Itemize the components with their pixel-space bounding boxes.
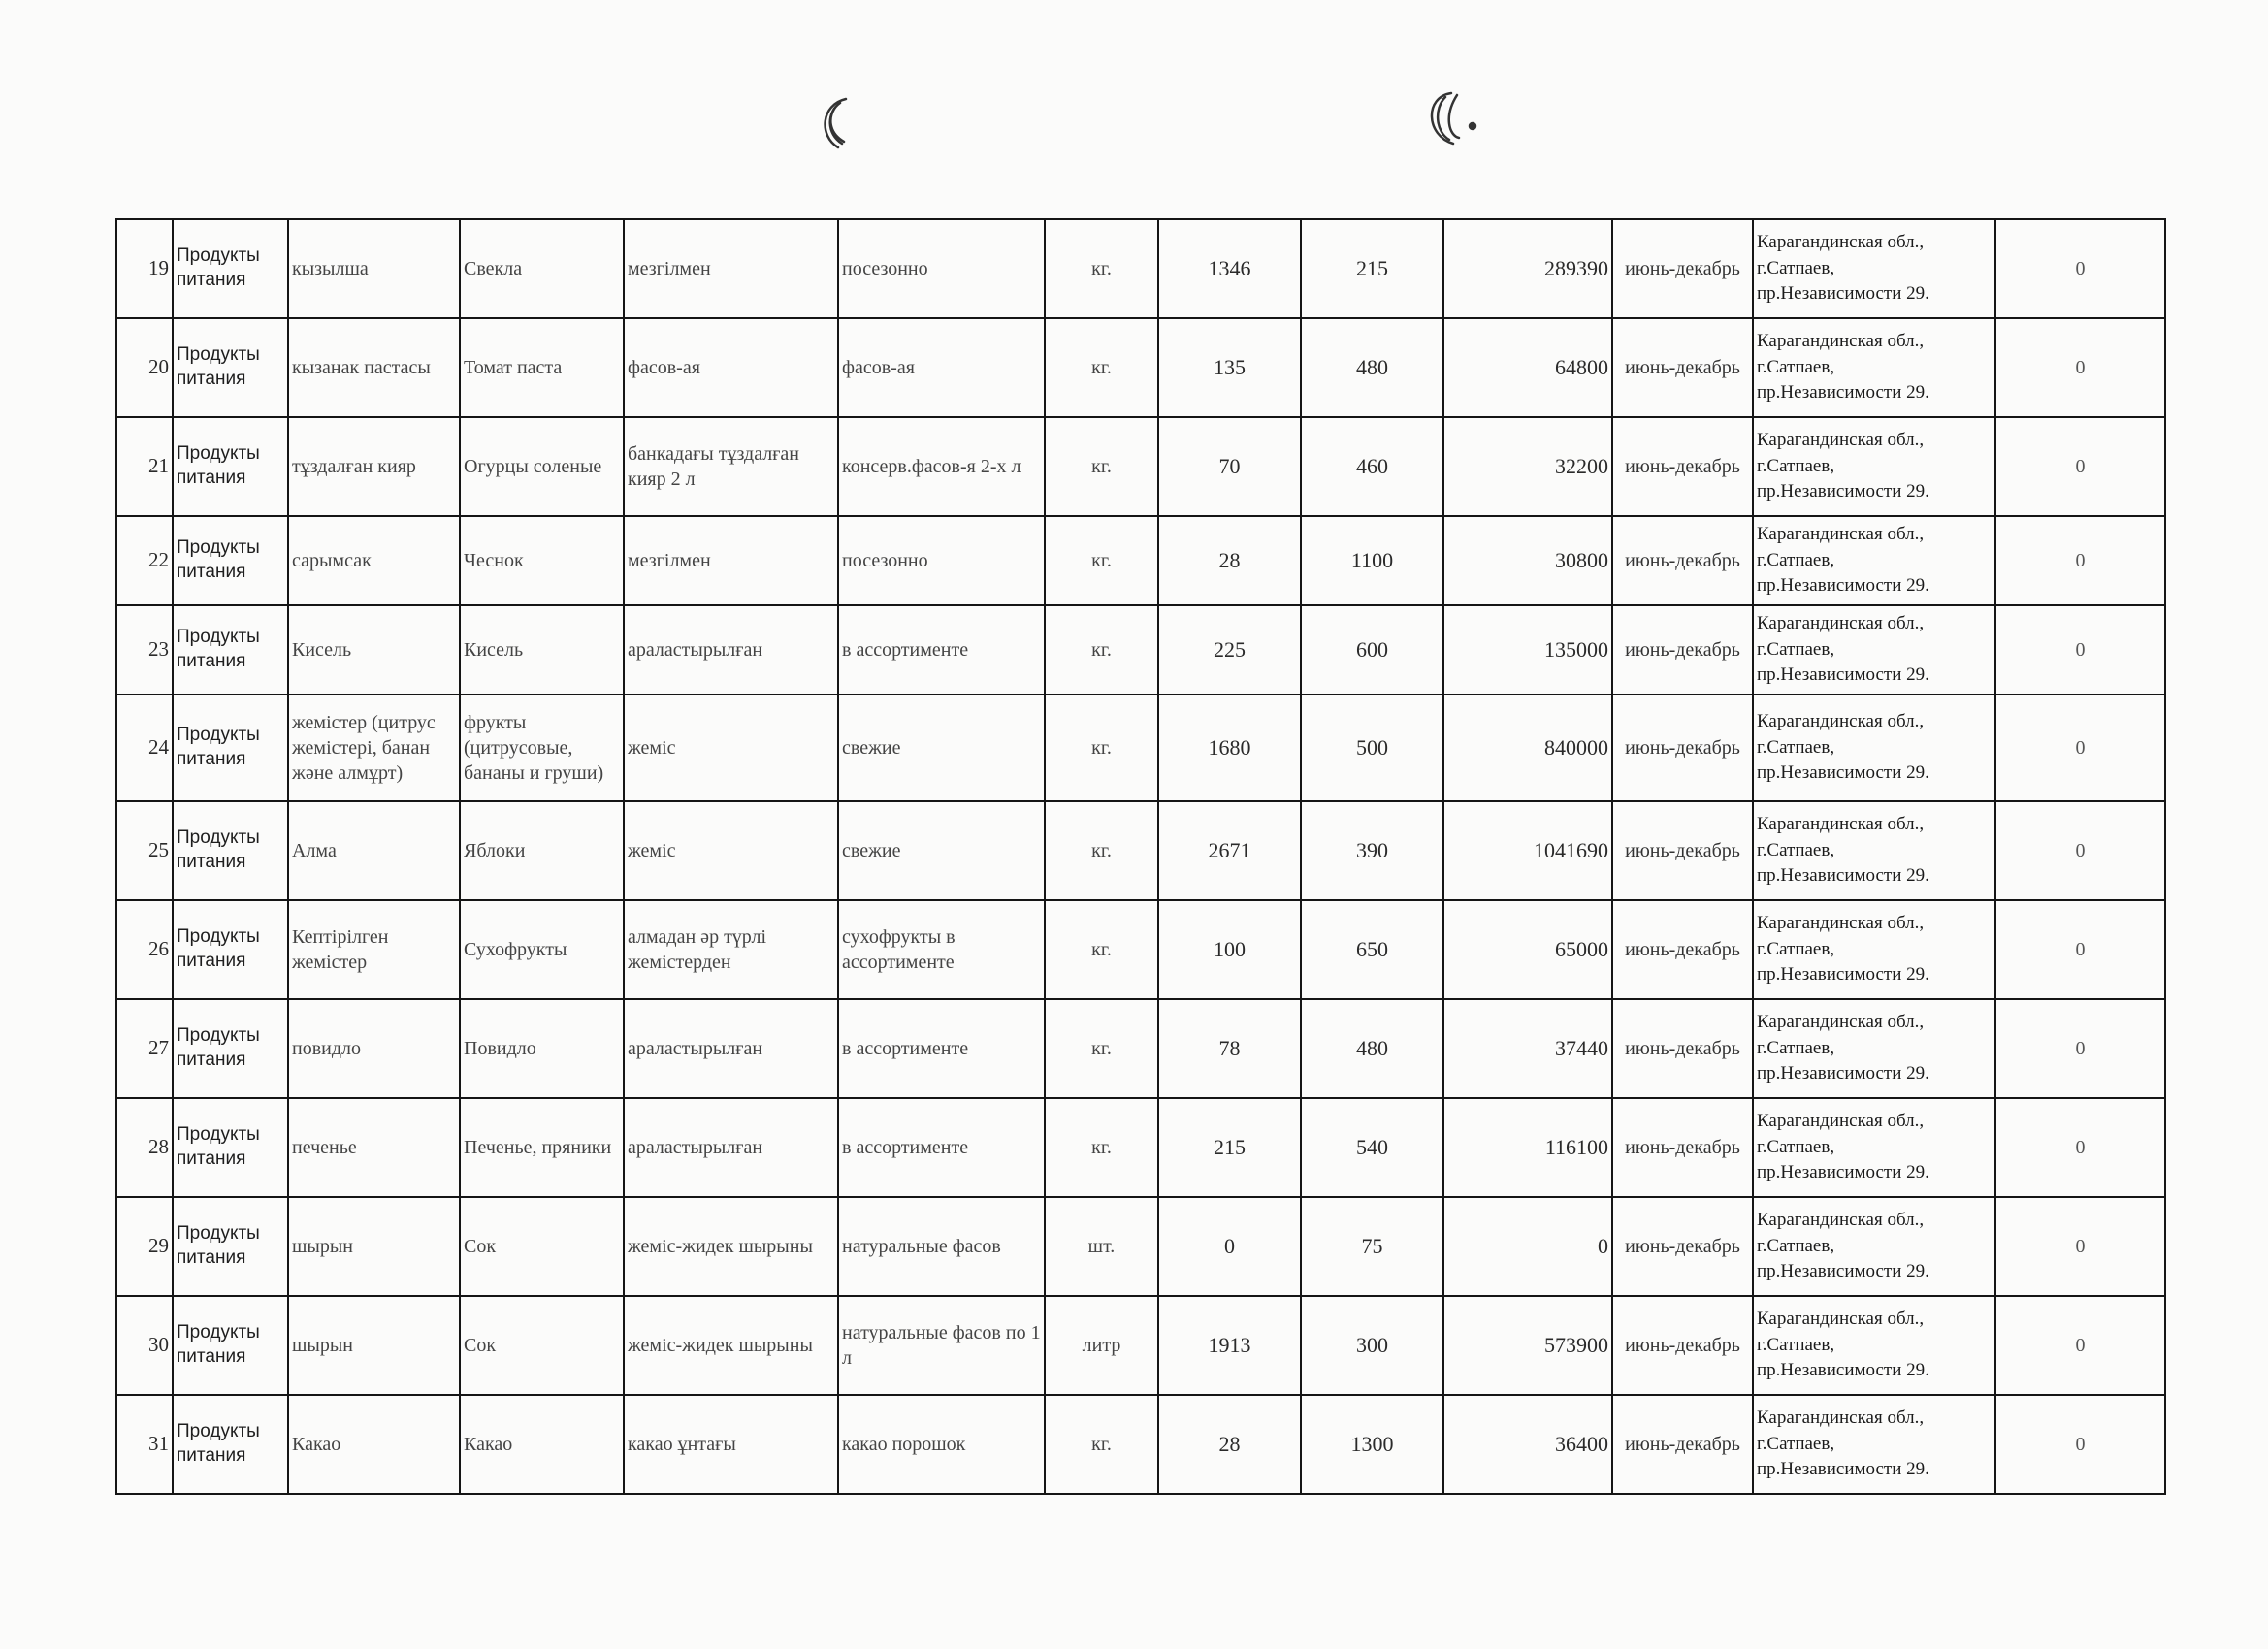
delivery-address-cell: [1753, 900, 1995, 999]
table-row: [116, 695, 2165, 801]
delivery-address-cell: [1753, 516, 1995, 605]
address-region: Карагандинская обл.,: [1757, 1111, 1925, 1132]
delivery-period-cell: июнь-декабрь: [1612, 516, 1753, 605]
name-ru-cell: Кисель: [460, 605, 624, 695]
address-region: Карагандинская обл.,: [1757, 1309, 1925, 1330]
advance-cell: 0: [1995, 1197, 2165, 1296]
description-ru-cell: натуральные фасов: [838, 1197, 1045, 1296]
description-ru-cell: натуральные фасов по 1 л: [838, 1296, 1045, 1395]
description-ru-cell: фасов-ая: [838, 318, 1045, 417]
unit-cell: кг.: [1045, 801, 1158, 900]
row-number: 28: [116, 1098, 173, 1197]
address-region: Карагандинская обл.,: [1757, 1012, 1925, 1033]
name-ru-cell: Сок: [460, 1296, 624, 1395]
unit-cell: кг.: [1045, 999, 1158, 1098]
name-ru-cell: Какао: [460, 1395, 624, 1494]
description-ru-cell: какао порошок: [838, 1395, 1045, 1494]
quantity-cell: 2671: [1158, 801, 1301, 900]
category-cell: Продукты питания: [173, 695, 288, 801]
unit-cell: шт.: [1045, 1197, 1158, 1296]
delivery-address-cell: [1753, 1197, 1995, 1296]
row-number: 21: [116, 417, 173, 516]
address-city: г.Сатпаев,: [1757, 257, 1835, 278]
category-cell: Продукты питания: [173, 516, 288, 605]
quantity-cell: 1346: [1158, 219, 1301, 318]
procurement-table: [115, 218, 2166, 1495]
address-region: Карагандинская обл.,: [1757, 331, 1925, 352]
name-ru-cell: Чеснок: [460, 516, 624, 605]
address-city: г.Сатпаев,: [1757, 1136, 1835, 1157]
row-number: 23: [116, 605, 173, 695]
delivery-address-cell: [1753, 605, 1995, 695]
advance-cell: 0: [1995, 1296, 2165, 1395]
table-row: [116, 605, 2165, 695]
row-number: 25: [116, 801, 173, 900]
description-ru-cell: консерв.фасов-я 2-х л: [838, 417, 1045, 516]
delivery-address-cell: [1753, 318, 1995, 417]
name-ru-cell: Повидло: [460, 999, 624, 1098]
price-cell: 600: [1301, 605, 1443, 695]
row-number: 30: [116, 1296, 173, 1395]
unit-cell: кг.: [1045, 417, 1158, 516]
table-row: [116, 516, 2165, 605]
address-street: пр.Независимости 29.: [1757, 865, 1929, 887]
price-cell: 500: [1301, 695, 1443, 801]
address-street: пр.Независимости 29.: [1757, 283, 1929, 305]
advance-cell: 0: [1995, 695, 2165, 801]
price-cell: 1100: [1301, 516, 1443, 605]
category-cell: Продукты питания: [173, 1197, 288, 1296]
advance-cell: 0: [1995, 219, 2165, 318]
name-ru-cell: Томат паста: [460, 318, 624, 417]
delivery-period-cell: июнь-декабрь: [1612, 801, 1753, 900]
table-row: [116, 999, 2165, 1098]
price-cell: 1300: [1301, 1395, 1443, 1494]
delivery-period-cell: июнь-декабрь: [1612, 605, 1753, 695]
row-number: 31: [116, 1395, 173, 1494]
address-region: Карагандинская обл.,: [1757, 430, 1925, 451]
delivery-address-cell: [1753, 1296, 1995, 1395]
category-cell: Продукты питания: [173, 318, 288, 417]
name-ru-cell: Сухофрукты: [460, 900, 624, 999]
description-ru-cell: в ассортименте: [838, 605, 1045, 695]
advance-cell: 0: [1995, 999, 2165, 1098]
unit-cell: кг.: [1045, 900, 1158, 999]
address-street: пр.Независимости 29.: [1757, 762, 1929, 784]
advance-cell: 0: [1995, 900, 2165, 999]
row-number: 29: [116, 1197, 173, 1296]
name-kz-cell: шырын: [288, 1296, 460, 1395]
address-city: г.Сатпаев,: [1757, 638, 1835, 660]
description-kz-cell: араластырылған: [624, 605, 838, 695]
description-kz-cell: какао ұнтағы: [624, 1395, 838, 1494]
delivery-period-cell: июнь-декабрь: [1612, 417, 1753, 516]
sum-cell: 30800: [1443, 516, 1612, 605]
address-city: г.Сатпаев,: [1757, 455, 1835, 476]
address-city: г.Сатпаев,: [1757, 938, 1835, 959]
address-street: пр.Независимости 29.: [1757, 964, 1929, 986]
address-region: Карагандинская обл.,: [1757, 232, 1925, 253]
description-kz-cell: алмадан әр түрлі жемістерден: [624, 900, 838, 999]
delivery-period-cell: июнь-декабрь: [1612, 1197, 1753, 1296]
delivery-address-cell: [1753, 1395, 1995, 1494]
unit-cell: кг.: [1045, 1395, 1158, 1494]
description-kz-cell: мезгілмен: [624, 219, 838, 318]
category-cell: Продукты питания: [173, 900, 288, 999]
name-kz-cell: сарымсак: [288, 516, 460, 605]
description-ru-cell: в ассортименте: [838, 999, 1045, 1098]
address-street: пр.Независимости 29.: [1757, 1459, 1929, 1480]
quantity-cell: 0: [1158, 1197, 1301, 1296]
unit-cell: кг.: [1045, 695, 1158, 801]
address-city: г.Сатпаев,: [1757, 839, 1835, 860]
delivery-period-cell: июнь-декабрь: [1612, 219, 1753, 318]
category-cell: Продукты питания: [173, 999, 288, 1098]
name-kz-cell: печенье: [288, 1098, 460, 1197]
name-kz-cell: Кептірілген жемістер: [288, 900, 460, 999]
unit-cell: кг.: [1045, 605, 1158, 695]
address-street: пр.Независимости 29.: [1757, 575, 1929, 597]
unit-cell: кг.: [1045, 318, 1158, 417]
address-street: пр.Независимости 29.: [1757, 1063, 1929, 1084]
advance-cell: 0: [1995, 516, 2165, 605]
description-kz-cell: жеміс-жидек шырыны: [624, 1296, 838, 1395]
delivery-address-cell: [1753, 999, 1995, 1098]
quantity-cell: 28: [1158, 516, 1301, 605]
table-row: [116, 1197, 2165, 1296]
delivery-address-cell: [1753, 801, 1995, 900]
quantity-cell: 78: [1158, 999, 1301, 1098]
delivery-address-cell: [1753, 219, 1995, 318]
address-street: пр.Независимости 29.: [1757, 1261, 1929, 1282]
advance-cell: 0: [1995, 801, 2165, 900]
sum-cell: 36400: [1443, 1395, 1612, 1494]
category-cell: Продукты питания: [173, 417, 288, 516]
row-number: 26: [116, 900, 173, 999]
table-row: [116, 801, 2165, 900]
name-kz-cell: Алма: [288, 801, 460, 900]
description-ru-cell: свежие: [838, 695, 1045, 801]
delivery-address-cell: [1753, 417, 1995, 516]
table-row: [116, 318, 2165, 417]
name-ru-cell: Печенье, пряники: [460, 1098, 624, 1197]
delivery-period-cell: июнь-декабрь: [1612, 1296, 1753, 1395]
handwritten-marks: [0, 0, 2268, 194]
sum-cell: 116100: [1443, 1098, 1612, 1197]
address-city: г.Сатпаев,: [1757, 1334, 1835, 1355]
description-kz-cell: араластырылған: [624, 999, 838, 1098]
address-city: г.Сатпаев,: [1757, 1037, 1835, 1058]
table-row: [116, 417, 2165, 516]
description-kz-cell: жеміс-жидек шырыны: [624, 1197, 838, 1296]
address-street: пр.Независимости 29.: [1757, 664, 1929, 686]
address-city: г.Сатпаев,: [1757, 356, 1835, 377]
sum-cell: 64800: [1443, 318, 1612, 417]
description-kz-cell: жеміс: [624, 801, 838, 900]
address-region: Карагандинская обл.,: [1757, 613, 1925, 634]
address-region: Карагандинская обл.,: [1757, 711, 1925, 732]
address-city: г.Сатпаев,: [1757, 1433, 1835, 1454]
address-street: пр.Независимости 29.: [1757, 481, 1929, 502]
name-ru-cell: Огурцы соленые: [460, 417, 624, 516]
delivery-address-cell: [1753, 1098, 1995, 1197]
address-city: г.Сатпаев,: [1757, 549, 1835, 570]
delivery-address-cell: [1753, 695, 1995, 801]
address-street: пр.Независимости 29.: [1757, 1360, 1929, 1381]
delivery-period-cell: июнь-декабрь: [1612, 1098, 1753, 1197]
name-ru-cell: Свекла: [460, 219, 624, 318]
category-cell: Продукты питания: [173, 801, 288, 900]
quantity-cell: 135: [1158, 318, 1301, 417]
unit-cell: литр: [1045, 1296, 1158, 1395]
table-row: [116, 1098, 2165, 1197]
advance-cell: 0: [1995, 605, 2165, 695]
description-kz-cell: фасов-ая: [624, 318, 838, 417]
address-region: Карагандинская обл.,: [1757, 524, 1925, 545]
description-ru-cell: в ассортименте: [838, 1098, 1045, 1197]
price-cell: 75: [1301, 1197, 1443, 1296]
address-street: пр.Независимости 29.: [1757, 382, 1929, 404]
category-cell: Продукты питания: [173, 219, 288, 318]
row-number: 20: [116, 318, 173, 417]
name-kz-cell: кызанак пастасы: [288, 318, 460, 417]
sum-cell: 1041690: [1443, 801, 1612, 900]
delivery-period-cell: июнь-декабрь: [1612, 999, 1753, 1098]
address-region: Карагандинская обл.,: [1757, 1407, 1925, 1429]
address-street: пр.Независимости 29.: [1757, 1162, 1929, 1183]
sum-cell: 0: [1443, 1197, 1612, 1296]
price-cell: 480: [1301, 318, 1443, 417]
row-number: 27: [116, 999, 173, 1098]
quantity-cell: 100: [1158, 900, 1301, 999]
table-row: [116, 219, 2165, 318]
sum-cell: 289390: [1443, 219, 1612, 318]
delivery-period-cell: июнь-декабрь: [1612, 900, 1753, 999]
table-row: [116, 1296, 2165, 1395]
address-city: г.Сатпаев,: [1757, 1235, 1835, 1256]
description-ru-cell: свежие: [838, 801, 1045, 900]
quantity-cell: 1680: [1158, 695, 1301, 801]
address-region: Карагандинская обл.,: [1757, 913, 1925, 934]
description-kz-cell: жеміс: [624, 695, 838, 801]
category-cell: Продукты питания: [173, 1098, 288, 1197]
quantity-cell: 28: [1158, 1395, 1301, 1494]
quantity-cell: 215: [1158, 1098, 1301, 1197]
name-kz-cell: кызылша: [288, 219, 460, 318]
unit-cell: кг.: [1045, 516, 1158, 605]
name-kz-cell: жемістер (цитрус жемістері, банан және алмұрт): [288, 695, 460, 801]
advance-cell: 0: [1995, 318, 2165, 417]
category-cell: Продукты питания: [173, 1395, 288, 1494]
table-row: [116, 1395, 2165, 1494]
row-number: 22: [116, 516, 173, 605]
quantity-cell: 225: [1158, 605, 1301, 695]
description-ru-cell: сухофрукты в ассортименте: [838, 900, 1045, 999]
address-city: г.Сатпаев,: [1757, 736, 1835, 758]
price-cell: 215: [1301, 219, 1443, 318]
name-ru-cell: Яблоки: [460, 801, 624, 900]
price-cell: 390: [1301, 801, 1443, 900]
description-kz-cell: араластырылған: [624, 1098, 838, 1197]
description-kz-cell: банкадағы тұздалған кияр 2 л: [624, 417, 838, 516]
unit-cell: кг.: [1045, 219, 1158, 318]
advance-cell: 0: [1995, 417, 2165, 516]
sum-cell: 135000: [1443, 605, 1612, 695]
name-kz-cell: Какао: [288, 1395, 460, 1494]
sum-cell: 65000: [1443, 900, 1612, 999]
category-cell: Продукты питания: [173, 605, 288, 695]
description-kz-cell: мезгілмен: [624, 516, 838, 605]
sum-cell: 573900: [1443, 1296, 1612, 1395]
delivery-period-cell: июнь-декабрь: [1612, 318, 1753, 417]
sum-cell: 840000: [1443, 695, 1612, 801]
name-kz-cell: повидло: [288, 999, 460, 1098]
unit-cell: кг.: [1045, 1098, 1158, 1197]
handwritten-mark-right: [1432, 93, 1475, 144]
name-ru-cell: фрукты (цитрусовые, бананы и груши): [460, 695, 624, 801]
description-ru-cell: посезонно: [838, 516, 1045, 605]
advance-cell: 0: [1995, 1395, 2165, 1494]
name-kz-cell: тұздалған кияр: [288, 417, 460, 516]
price-cell: 540: [1301, 1098, 1443, 1197]
table-row: [116, 900, 2165, 999]
address-region: Карагандинская обл.,: [1757, 814, 1925, 835]
delivery-period-cell: июнь-декабрь: [1612, 695, 1753, 801]
address-region: Карагандинская обл.,: [1757, 1210, 1925, 1231]
row-number: 24: [116, 695, 173, 801]
row-number: 19: [116, 219, 173, 318]
delivery-period-cell: июнь-декабрь: [1612, 1395, 1753, 1494]
name-ru-cell: Сок: [460, 1197, 624, 1296]
quantity-cell: 1913: [1158, 1296, 1301, 1395]
advance-cell: 0: [1995, 1098, 2165, 1197]
price-cell: 650: [1301, 900, 1443, 999]
sum-cell: 32200: [1443, 417, 1612, 516]
name-kz-cell: шырын: [288, 1197, 460, 1296]
category-cell: Продукты питания: [173, 1296, 288, 1395]
handwritten-mark-left: [826, 99, 846, 147]
price-cell: 480: [1301, 999, 1443, 1098]
quantity-cell: 70: [1158, 417, 1301, 516]
name-kz-cell: Кисель: [288, 605, 460, 695]
price-cell: 300: [1301, 1296, 1443, 1395]
sum-cell: 37440: [1443, 999, 1612, 1098]
price-cell: 460: [1301, 417, 1443, 516]
description-ru-cell: посезонно: [838, 219, 1045, 318]
